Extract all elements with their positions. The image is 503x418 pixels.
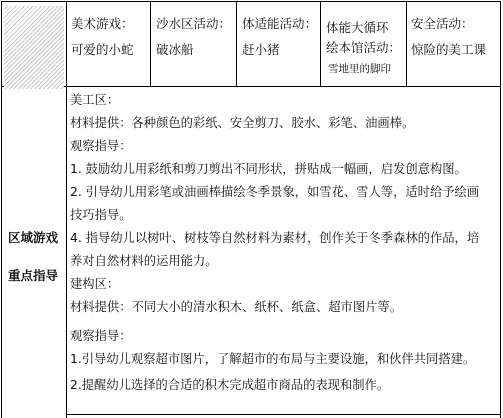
art-guide-item-2: 2. 引导幼儿用彩笔或油画棒描绘冬季景象，如雪花、雪人等，适时给予绘画: [70, 185, 480, 199]
row-divider: [1, 86, 501, 87]
activity-divider-4: [406, 1, 407, 87]
activity-label: 安全活动：: [411, 16, 474, 31]
activity-divider-3: [320, 1, 321, 87]
row-label-area-games: 区域游戏: [8, 230, 59, 245]
activity-label: 美术游戏：: [71, 16, 134, 31]
art-guide-item-4-cont: 养对自然材料的运用能力。: [70, 254, 218, 268]
activity-name: 惊险的美工课: [411, 42, 487, 57]
activity-divider-1: [150, 1, 151, 87]
table-border-right: [500, 1, 501, 418]
activity-label: 体适能活动：: [242, 16, 318, 31]
art-guide-title: 观察指导：: [70, 139, 132, 153]
activity-name: 赶小猪: [242, 42, 280, 57]
art-guide-item-2-cont: 技巧指导。: [70, 208, 132, 222]
build-guide-item-1: 1.引导幼儿观察超市图片，了解超市的布局与主要设施，和伙伴共同搭建。: [70, 352, 476, 366]
build-guide-title: 观察指导：: [70, 329, 132, 343]
art-guide-item-4: 4. 指导幼儿以树叶、树枝等自然材料为素材，创作关于冬季森林的作品，培: [70, 231, 480, 245]
row-divider-bottom: [66, 414, 500, 415]
activity-label-2: 绘本馆活动：: [326, 40, 402, 55]
build-guide-item-2: 2.提醒幼儿选择的合适的积木完成超市商品的表现和制作。: [70, 378, 390, 392]
activity-name: 雪地里的脚印: [328, 63, 391, 75]
table-border-left: [1, 1, 2, 418]
activity-label: 沙水区活动：: [156, 16, 232, 31]
section-title-build: 建构区：: [70, 277, 120, 291]
art-guide-item-1: 1. 鼓励幼儿用彩纸和剪刀剪出不同形状，拼贴成一幅画，启发创意构图。: [70, 162, 467, 176]
activity-divider-2: [236, 1, 237, 87]
activity-name: 可爱的小蛇: [71, 42, 134, 57]
table-border-top: [1, 1, 501, 2]
activity-name: 破冰船: [156, 42, 194, 57]
row-label-key-guidance: 重点指导: [8, 268, 59, 283]
build-materials: 材料提供：不同大小的清水积木、纸杯、纸盒、超市图片等。: [70, 300, 403, 314]
section-title-art: 美工区：: [70, 93, 120, 107]
art-materials: 材料提供：各种颜色的彩纸、安全剪刀、胶水、彩笔、油画棒。: [70, 116, 415, 130]
activity-label: 体能大循环: [326, 20, 389, 35]
hatched-header-cell: [4, 6, 64, 89]
column-divider: [66, 1, 67, 418]
